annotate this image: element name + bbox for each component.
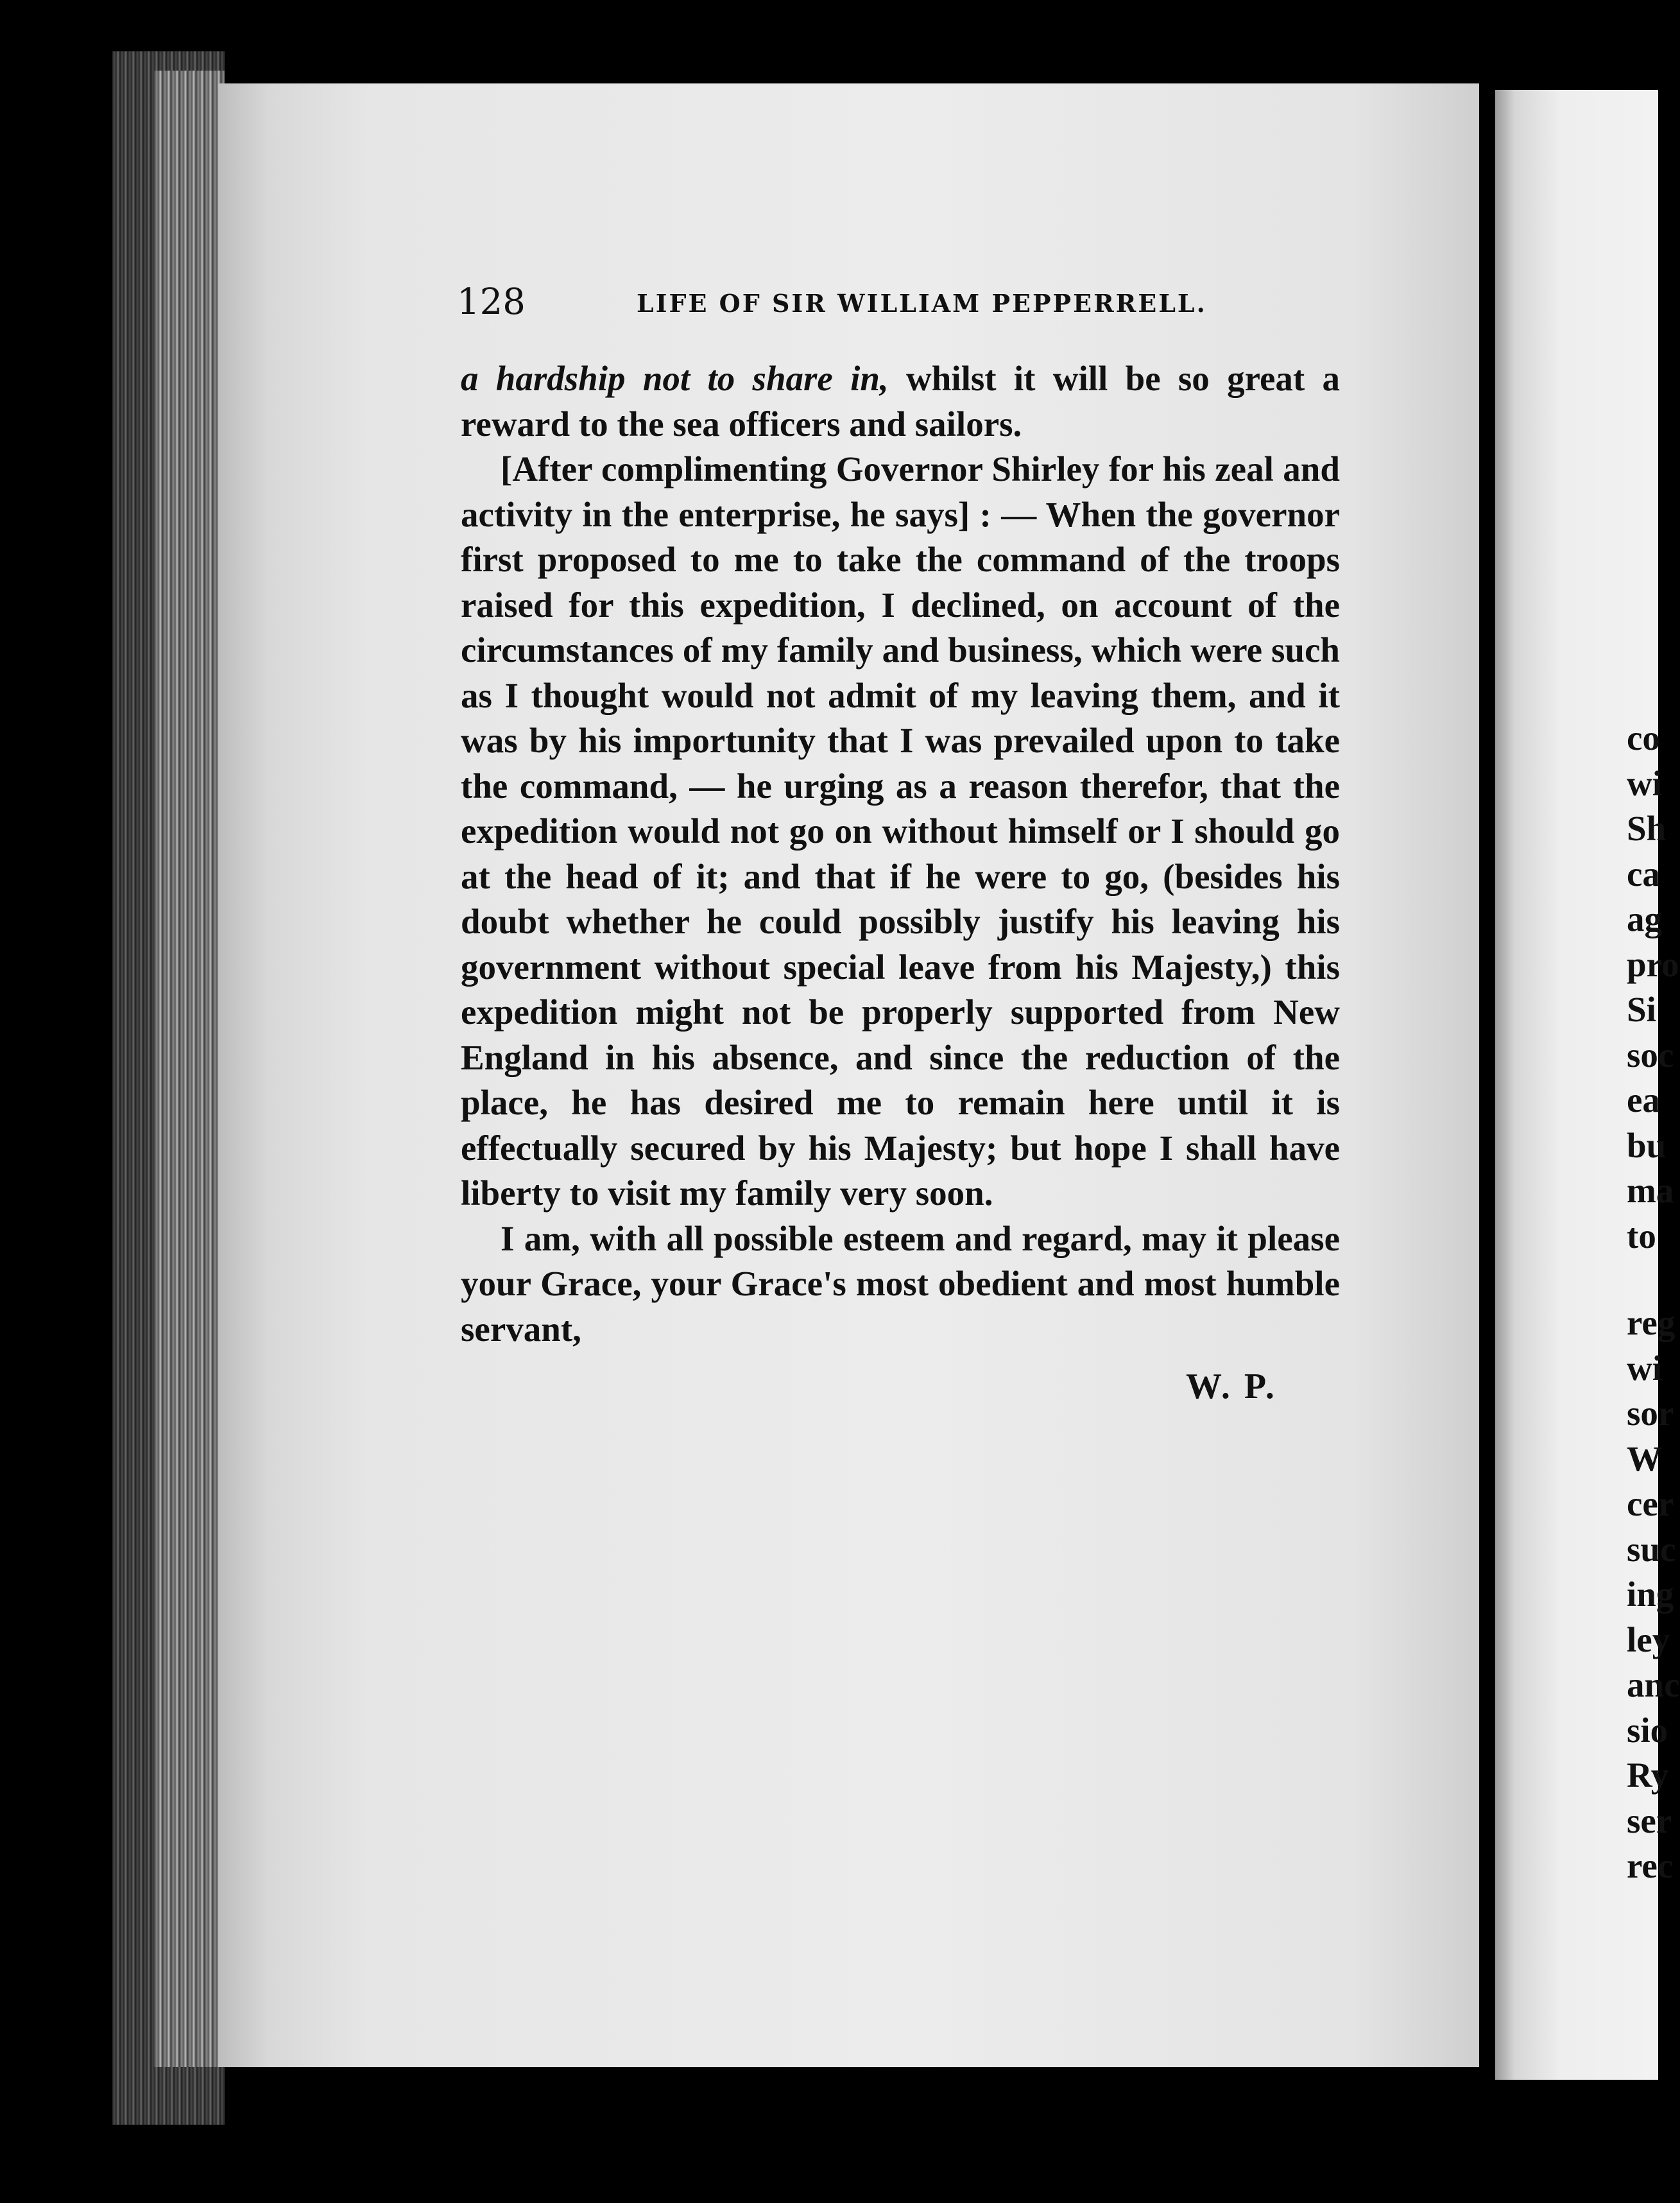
facing-line: to <box>1627 1216 1656 1256</box>
facing-line: bu <box>1627 1125 1667 1165</box>
facing-line: ing <box>1627 1575 1674 1614</box>
facing-line: anc <box>1627 1665 1680 1704</box>
facing-line: rec <box>1627 1846 1674 1885</box>
facing-line: co <box>1627 718 1660 757</box>
facing-line: Sh <box>1627 809 1667 848</box>
facing-line: W <box>1627 1438 1662 1478</box>
facing-line: ley <box>1627 1620 1670 1659</box>
facing-line: sio <box>1627 1710 1668 1750</box>
facing-line: wi <box>1627 763 1662 803</box>
facing-line: pro <box>1627 944 1679 984</box>
facing-page-text <box>1627 716 1680 1889</box>
opening-rest: whilst it will be so great a reward to the sea officers and sailors. <box>461 359 1341 444</box>
facing-line: soc <box>1627 1035 1674 1075</box>
facing-line: suc <box>1627 1529 1676 1569</box>
facing-line: ea <box>1627 1080 1660 1119</box>
facing-line: ag <box>1627 899 1662 938</box>
facing-line: sor <box>1627 1394 1674 1433</box>
running-head: LIFE OF SIR WILLIAM PEPPERRELL. <box>637 289 1207 318</box>
book-page-edges-inner <box>154 71 225 2067</box>
paragraph-1 <box>461 356 1340 447</box>
body-text <box>461 356 1340 1352</box>
facing-line: wi <box>1627 1348 1662 1388</box>
opening-italic-phrase: a hardship not to share in, <box>461 359 889 398</box>
facing-line: reg <box>1627 1303 1676 1342</box>
signature: W. P. <box>1186 1367 1277 1406</box>
facing-line: cer <box>1627 1484 1674 1523</box>
page-number: 128 <box>457 281 526 323</box>
facing-line: ma <box>1627 1171 1674 1210</box>
paragraph-3: I am, with all possible esteem and regard, may it please your Grace, your Grace's most obedient and most humble servant, <box>461 1218 1340 1349</box>
facing-line: ser <box>1627 1801 1672 1840</box>
facing-gap <box>1627 1259 1658 1300</box>
facing-line: ca <box>1627 854 1660 894</box>
facing-line: Ry <box>1627 1756 1669 1795</box>
page-header <box>457 281 1342 326</box>
paragraph-2: [After complimenting Governor Shirley for his zeal and activity in the enterprise, he says] : — When the governor first proposed to me to take the command of the troops raised for this expedition, I declined, on account of the circumstances of my family and business, which were such as I thought would not admit of my leaving them, and it was by his importunity that I was prevailed upon to take the command, — he urging as a reason therefor, that the expedition would not go on without himself or I should go at the head of it; and that if he were to go, (besides his doubt whether he could possibly justify his leaving his government without special leave from his Majesty,) this expedition might not be properly supported from New England in his absence, and since the reduction of the place, he has desired me to remain here until it is effectually secured by his Majesty; but hope I shall have liberty to visit my family very soon. <box>461 449 1340 1213</box>
facing-line: Si <box>1627 990 1656 1029</box>
